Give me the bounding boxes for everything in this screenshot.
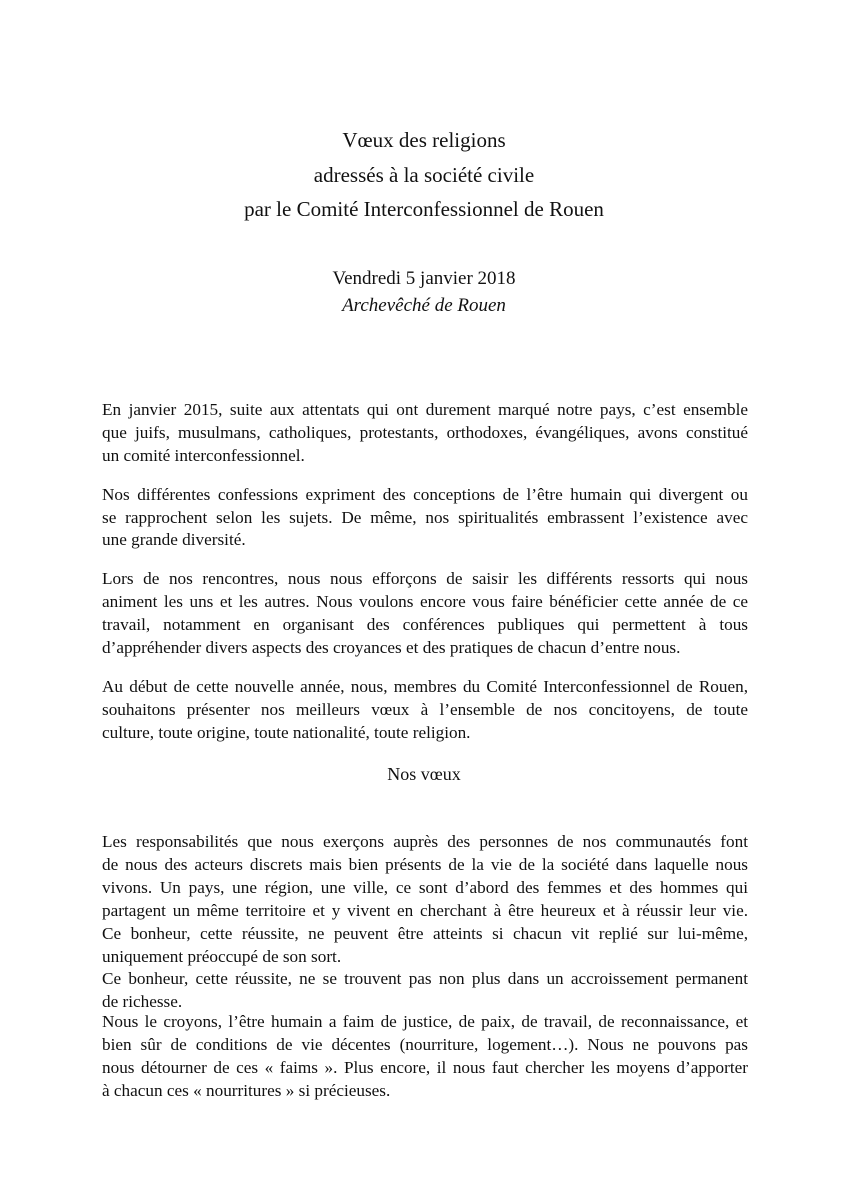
text-line: uniquement préoccupé de son sort. [102, 947, 342, 966]
text-line: nous détourner de ces « faims ». Plus encore, il nous faut chercher les moyens d’apporter [102, 1058, 748, 1077]
event-place: Archevêché de Rouen [342, 295, 506, 316]
text-line: travail, notamment en organisant des conférences publiques qui permettent à tous [102, 615, 748, 634]
text-line: que juifs, musulmans, catholiques, protestants, orthodoxes, évangéliques, avons constitué [102, 423, 748, 442]
text-line: de richesse. [102, 992, 183, 1011]
text-line: Les responsabilités que nous exerçons auprès des personnes de nos communautés font [102, 832, 748, 851]
section-heading: Nos vœux [387, 764, 461, 784]
event-date: Vendredi 5 janvier 2018 [332, 268, 516, 289]
text-line: se rapprochent selon les sujets. De même, nos spiritualités embrassent l’existence avec [102, 508, 748, 527]
text-line: Ce bonheur, cette réussite, ne se trouvent pas non plus dans un accroissement permanent [102, 969, 748, 988]
document-title: Vœux des religions [342, 128, 506, 152]
text-line: bien sûr de conditions de vie décentes (nourriture, logement…). Nous ne pouvons pas [102, 1035, 748, 1054]
text-line: à chacun ces « nourritures » si précieuses. [102, 1081, 391, 1100]
text-line: un comité interconfessionnel. [102, 446, 305, 465]
text-line: Lors de nos rencontres, nous nous efforçons de saisir les différents ressorts qui nous [102, 569, 748, 588]
text-line: culture, toute origine, toute nationalité, toute religion. [102, 723, 471, 742]
text-line: Nos différentes confessions expriment des conceptions de l’être humain qui divergent ou [102, 485, 748, 504]
text-line: de nous des acteurs discrets mais bien présents de la vie de la société dans laquelle nous [102, 855, 748, 874]
text-line: Ce bonheur, cette réussite, ne peuvent être atteints si chacun vit replié sur lui-même, [102, 924, 748, 943]
text-line: une grande diversité. [102, 530, 246, 549]
text-line: souhaitons présenter nos meilleurs vœux à l’ensemble de nos concitoyens, de toute [102, 700, 748, 719]
text-line: En janvier 2015, suite aux attentats qui ont durement marqué notre pays, c’est ensemble [102, 400, 748, 419]
text-line: Au début de cette nouvelle année, nous, membres du Comité Interconfessionnel de Rouen, [102, 677, 748, 696]
text-line: Nous le croyons, l’être humain a faim de justice, de paix, de travail, de reconnaissance, et [102, 1012, 748, 1031]
text-line: d’appréhender divers aspects des croyances et des pratiques de chacun d’entre nous. [102, 638, 681, 657]
text-line: vivons. Un pays, une région, une ville, ce sont d’abord des femmes et des hommes qui [102, 878, 748, 897]
text-line: partagent un même territoire et y vivent en cherchant à être heureux et à réussir leur vie. [102, 901, 748, 920]
document-subtitle: adressés à la société civile [313, 163, 535, 187]
document-subtitle-organizer: par le Comité Interconfessionnel de Rouen [244, 197, 604, 221]
text-line: animent les uns et les autres. Nous voulons encore vous faire bénéficier cette année de ce [102, 592, 748, 611]
